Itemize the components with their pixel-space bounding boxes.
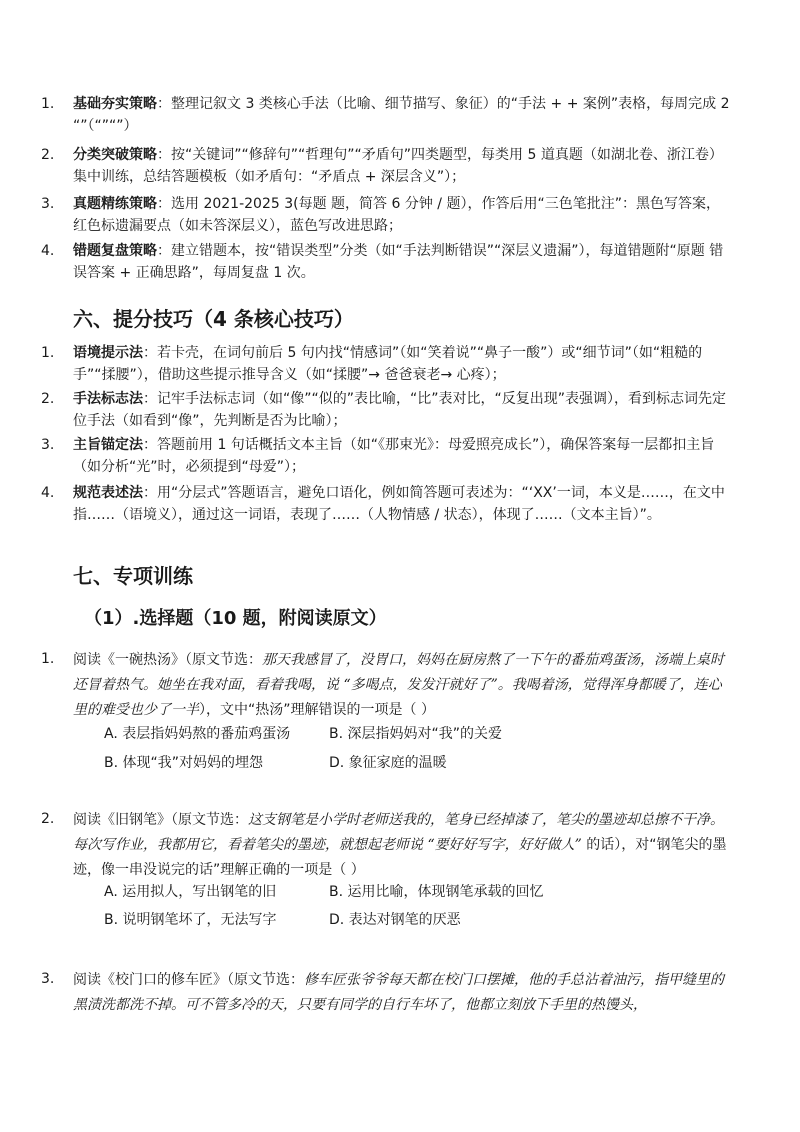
strategy-text: ：按“关键词”“修辞句”“哲理句”“矛盾句”四类题型，每类用 5 道真题（如湖北卷、浙江卷）集中训练，总结答题模板（如矛盾句：“矛盾点 + 深层含义”）； (73, 147, 723, 185)
question-stem (73, 648, 733, 723)
tip-label: 手法标志法 (73, 391, 143, 407)
list-number: 2. (41, 391, 55, 407)
option-choice[interactable]: D. 表达对钢笔的厌恶 (329, 912, 461, 928)
question-lead: 阅读《旧钢笔》（原文节选： (73, 812, 248, 828)
list-number: 4. (41, 485, 55, 501)
option-choice[interactable]: B. 深层指妈妈对“我”的关爱 (329, 726, 503, 742)
list-number: 4. (41, 243, 55, 259)
question-lead: 阅读《校门口的修车匠》（原文节选： (73, 972, 304, 988)
option-choice[interactable]: B. 体现“我”对妈妈的埋怨 (104, 755, 264, 771)
list-number: 1. (41, 345, 55, 361)
question-number: 3. (41, 971, 55, 987)
tip-text: ：答题前用 1 句话概括文本主旨（如“《那束光》：母爱照亮成长”），确保答案每一层都扣主旨（如分析“光”时，必须提到“母爱”）； (73, 437, 715, 475)
list-text (73, 388, 733, 432)
strategy-text: ：整理记叙文 3 类核心手法（比喻、细节描写、象征）的“手法 + + 案例”表格，每周完成 2 “”（“”“”） (73, 96, 730, 134)
tip-text: ：用“分层式”答题语言，避免口语化，例如简答题可表述为：“‘XX’一词，本义是……，在文中指……（语境义），通过这一词语，表现了……（人物情感 / 状态），体现了……（文本主旨）”。 (73, 485, 725, 523)
option-choice[interactable]: B. 说明钢笔坏了，无法写字 (104, 912, 277, 928)
passage-excerpt: 修车匠张爷爷每天都在校门口摆摊，他的手总沾着油污，指甲缝里的黑渍洗都洗不掉。可不管多冷的天，只要有同学的自行车坏了，他都立刻放下手里的热馒头， (73, 972, 724, 1013)
list-number: 2. (41, 147, 55, 163)
subsection-heading: （1）.选择题（10 题，附阅读原文） (84, 608, 387, 629)
list-text (73, 144, 733, 188)
strategy-label: 错题复盘策略 (73, 243, 157, 259)
list-text (73, 434, 733, 478)
list-number: 3. (41, 196, 55, 212)
list-text (73, 342, 733, 386)
list-text (73, 193, 733, 237)
question-tail: ），文中“热汤”理解错误的一项是（ ） (199, 702, 435, 718)
section-heading-6: 六、提分技巧（4 条核心技巧） (73, 307, 354, 331)
passage-excerpt: 这支钢笔是小学时老师送我的，笔身已经掉漆了，笔尖的墨迹却总擦不干净。每次写作业，我都用它，看着笔尖的墨迹，就想起老师说 “要好好写字，好好做人” (73, 812, 724, 853)
tip-label: 规范表述法 (73, 485, 143, 501)
option-choice[interactable]: D. 象征家庭的温暖 (329, 755, 447, 771)
strategy-label: 真题精练策略 (73, 196, 157, 212)
question-number: 2. (41, 811, 55, 827)
passage-excerpt: 那天我感冒了，没胃口，妈妈在厨房熬了一下午的番茄鸡蛋汤，汤端上桌时还冒着热气。她坐在我对面，看着我喝，说 “多喝点，发发汗就好了”。我喝着汤，觉得浑身都暖了，连心里的难受也少了一半 (73, 652, 724, 718)
question-tail: 的话），对“钢笔尖的墨迹，像一串没说完的话”理解正确的一项是（ ） (73, 837, 727, 878)
strategy-text: ：选用 2021-2025 3(每题 题，简答 6 分钟 / 题），作答后用“三色笔批注”：黑色写答案，红色标遗漏要点（如未答深层义），蓝色写改进思路； (73, 196, 720, 234)
option-choice[interactable]: B. 运用比喻，体现钢笔承载的回忆 (329, 884, 544, 900)
section-heading-7: 七、专项训练 (73, 564, 193, 588)
list-number: 3. (41, 437, 55, 453)
list-text (73, 93, 733, 137)
strategy-label: 分类突破策略 (73, 147, 157, 163)
strategy-text: ：建立错题本，按“错误类型”分类（如“手法判断错误”“深层义遗漏”），每道错题附“原题 错误答案 + 正确思路”，每周复盘 1 次。 (73, 243, 724, 281)
list-text (73, 482, 733, 526)
strategy-label: 基础夯实策略 (73, 96, 157, 112)
question-stem (73, 968, 733, 1018)
question-stem (73, 808, 733, 883)
option-choice[interactable]: A. 运用拟人，写出钢笔的旧 (104, 884, 277, 900)
list-number: 1. (41, 96, 55, 112)
option-choice[interactable]: A. 表层指妈妈熬的番茄鸡蛋汤 (104, 726, 291, 742)
tip-text: ：记牢手法标志词（如“像”“似的”表比喻，“比”表对比，“反复出现”表强调），看到标志词先定位手法（如看到“像”，先判断是否为比喻）； (73, 391, 727, 429)
question-lead: 阅读《一碗热汤》（原文节选： (73, 652, 262, 668)
tip-label: 主旨锚定法 (73, 437, 143, 453)
question-number: 1. (41, 651, 55, 667)
list-text (73, 240, 733, 284)
tip-label: 语境提示法 (73, 345, 143, 361)
tip-text: ：若卡壳，在词句前后 5 句内找“情感词”（如“笑着说”“鼻子一酸”）或“细节词”（如“粗糙的手”“揉腰”），借助这些提示推导含义（如“揉腰”→ 爸爸衰老→ 心疼）； (73, 345, 703, 383)
